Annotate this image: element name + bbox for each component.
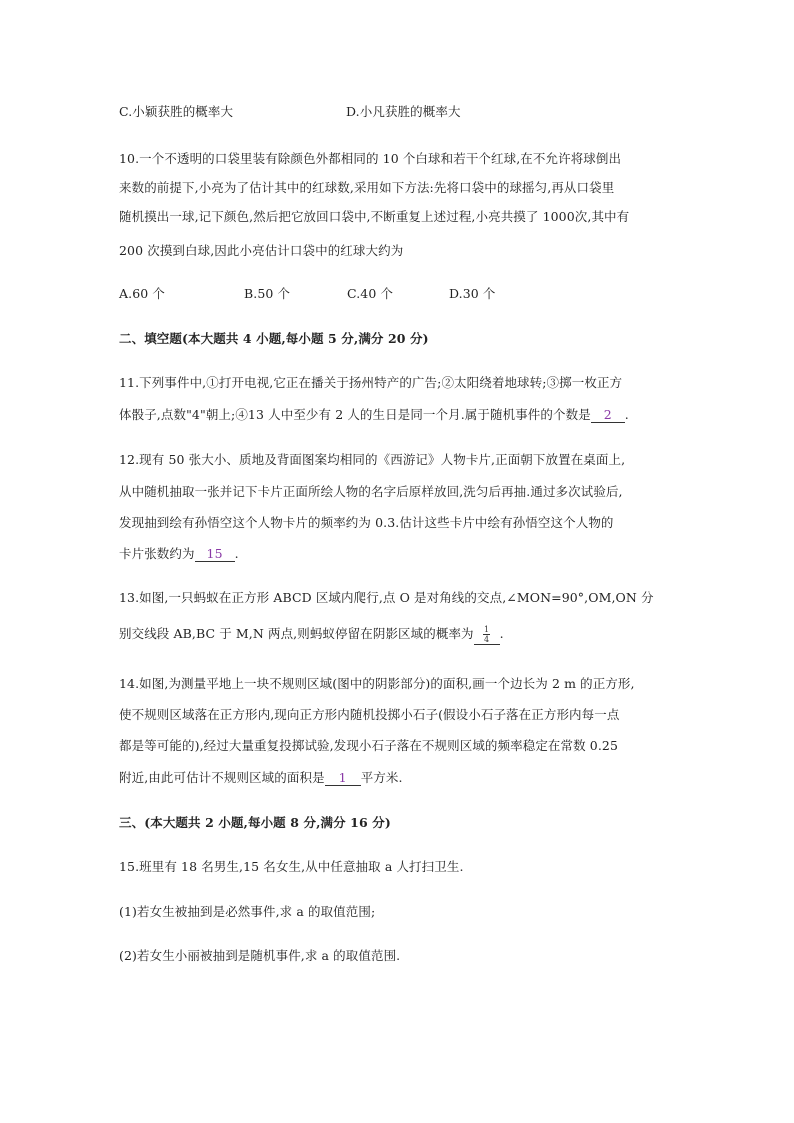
q10-line-2: 来数的前提下,小亮为了估计其中的红球数,采用如下方法:先将口袋中的球摇匀,再从口袋里 bbox=[119, 180, 615, 195]
section-3-heading: 三、(本大题共 2 小题,每小题 8 分,满分 16 分) bbox=[119, 815, 391, 830]
q9-options-row bbox=[119, 104, 461, 120]
q12-answer-blank: 15 bbox=[195, 547, 235, 562]
q10-option-b: B.50 个 bbox=[244, 286, 291, 301]
q13-line-2-end: . bbox=[499, 626, 504, 641]
q12-line-4-text: 卡片张数约为 bbox=[119, 546, 195, 561]
q10-line-1: 10.一个不透明的口袋里装有除颜色外都相同的 10 个白球和若干个红球,在不允许将球倒出 bbox=[119, 151, 622, 166]
q9-option-d: D.小凡获胜的概率大 bbox=[346, 104, 461, 119]
q10-line-4: 200 次摸到白球,因此小亮估计口袋中的红球大约为 bbox=[119, 243, 404, 258]
q10-option-c: C.40 个 bbox=[347, 286, 394, 301]
q11-answer-blank: 2 bbox=[591, 408, 625, 423]
q14-line-1: 14.如图,为测量平地上一块不规则区域(图中的阴影部分)的面积,画一个边长为 2 m 的正方形, bbox=[119, 676, 635, 691]
q14-line-3: 都是等可能的),经过大量重复投掷试验,发现小石子落在不规则区域的频率稳定在常数 0.25 bbox=[119, 738, 619, 753]
q10-option-a: A.60 个 bbox=[119, 286, 165, 301]
q13-line-1: 13.如图,一只蚂蚁在正方形 ABCD 区域内爬行,点 O 是对角线的交点,∠MON=90°,OM,ON 分 bbox=[119, 590, 654, 605]
q12-line-4 bbox=[119, 546, 239, 562]
q13-answer-denominator: 4 bbox=[484, 635, 490, 644]
q13-answer-blank bbox=[474, 625, 500, 645]
q14-line-4 bbox=[119, 770, 403, 786]
section-2-heading: 二、填空题(本大题共 4 小题,每小题 5 分,满分 20 分) bbox=[119, 331, 429, 346]
q14-line-2: 使不规则区域落在正方形内,现向正方形内随机投掷小石子(假设小石子落在正方形内每一点 bbox=[119, 707, 620, 722]
q11-line-2 bbox=[119, 407, 629, 423]
q15-part-2: (2)若女生小丽被抽到是随机事件,求 a 的取值范围. bbox=[119, 948, 401, 963]
q10-option-d: D.30 个 bbox=[449, 286, 496, 301]
q10-line-3: 随机摸出一球,记下颜色,然后把它放回口袋中,不断重复上述过程,小亮共摸了 1000次,其中有 bbox=[119, 209, 630, 224]
q12-line-1: 12.现有 50 张大小、质地及背面图案均相同的《西游记》人物卡片,正面朝下放置在桌面上, bbox=[119, 452, 626, 467]
q13-answer-numerator: 1 bbox=[484, 625, 490, 634]
q11-line-1: 11.下列事件中,①打开电视,它正在播关于扬州特产的广告;②太阳绕着地球转;③掷一枚正方 bbox=[119, 375, 623, 390]
q14-answer-blank: 1 bbox=[325, 771, 361, 786]
q15-line-1: 15.班里有 18 名男生,15 名女生,从中任意抽取 a 人打扫卫生. bbox=[119, 859, 464, 874]
q12-line-2: 从中随机抽取一张并记下卡片正面所绘人物的名字后原样放回,洗匀后再抽.通过多次试验后, bbox=[119, 484, 623, 499]
q12-line-4-end: . bbox=[234, 546, 239, 561]
q9-option-c: C.小颖获胜的概率大 bbox=[119, 104, 234, 119]
q14-line-4-text: 附近,由此可估计不规则区域的面积是 bbox=[119, 770, 325, 785]
q13-answer-fraction bbox=[483, 625, 490, 644]
q15-part-1: (1)若女生被抽到是必然事件,求 a 的取值范围; bbox=[119, 904, 376, 919]
q14-line-4-end: 平方米. bbox=[360, 770, 403, 785]
q12-line-3: 发现抽到绘有孙悟空这个人物卡片的频率约为 0.3.估计这些卡片中绘有孙悟空这个人物的 bbox=[119, 515, 614, 530]
q13-line-2-text: 别交线段 AB,BC 于 M,N 两点,则蚂蚁停留在阴影区域的概率为 bbox=[119, 626, 474, 641]
q11-line-2-end: . bbox=[624, 407, 629, 422]
q11-line-2-text: 体骰子,点数"4"朝上;④13 人中至少有 2 人的生日是同一个月.属于随机事件的个数是 bbox=[119, 407, 591, 422]
q13-line-2 bbox=[119, 625, 504, 645]
